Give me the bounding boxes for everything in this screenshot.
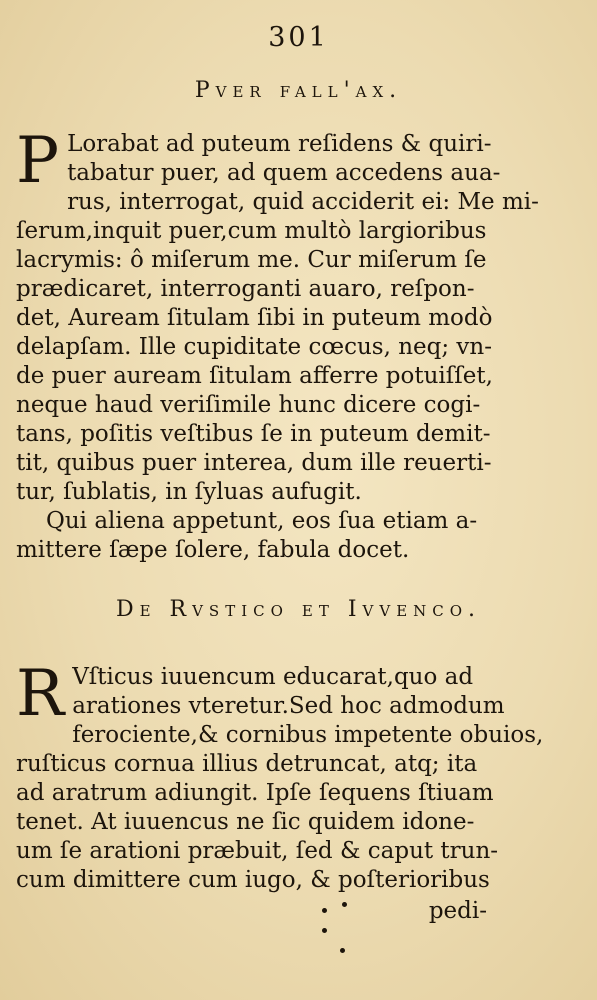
catchword: pedi- xyxy=(428,898,487,924)
moral-line: Qui aliena appetunt, eos ſua etiam a- xyxy=(46,508,478,534)
text-line: delapſam. Ille cupiditate cœcus, neq; vn- xyxy=(16,334,493,360)
text-line: Lorabat ad puteum reſidens & quiri- xyxy=(67,131,492,157)
text-line: rus, interrogat, quid acciderit ei: Me mi- xyxy=(67,189,539,215)
fable-text-puer-fallax xyxy=(16,124,539,565)
text-line: ferociente,& cornibus impetente obuios, xyxy=(72,722,544,748)
drop-cap-r: R xyxy=(16,657,65,731)
text-line: tur, ſublatis, in ſyluas aufugit. xyxy=(16,479,362,505)
fable-title-puer-fallax: Pver fall'ax. xyxy=(194,78,403,103)
moral-line: mittere ſæpe ſolere, fabula docet. xyxy=(16,537,410,563)
text-line: tenet. At iuuencus ne ſic quidem idone- xyxy=(16,809,475,835)
text-line: tit, quibus puer interea, dum ille reuerti- xyxy=(16,450,492,476)
text-line: um ſe arationi præbuit, ſed & caput trun- xyxy=(16,838,499,864)
text-line: Vſticus iuuencum educarat,quo ad xyxy=(72,664,474,690)
text-line: ruſticus cornua illius detruncat, atq; ita xyxy=(16,751,478,777)
text-line: de puer auream ſitulam afferre potuiſſet, xyxy=(16,363,493,389)
text-line: tans, poſitis veſtibus ſe in puteum demit- xyxy=(16,421,491,447)
fable-text-de-rustico xyxy=(16,657,544,895)
text-line: cum dimittere cum iugo, & poſterioribus xyxy=(16,867,490,893)
drop-cap-p: P xyxy=(16,124,60,198)
text-line: tabatur puer, ad quem accedens aua- xyxy=(67,160,501,186)
text-line: det, Auream ſitulam ſibi in puteum modò xyxy=(16,305,493,331)
signature-mark xyxy=(322,900,352,960)
text-line: neque haud veriſimile hunc dicere cogi- xyxy=(16,392,481,418)
text-line: prædicaret, interroganti auaro, reſpon- xyxy=(16,276,475,302)
text-line: ſerum,inquit puer,cum multò largioribus xyxy=(16,218,487,244)
text-line: arationes vteretur.Sed hoc admodum xyxy=(72,693,505,719)
fable-title-de-rustico: De Rvstico et Ivvenco. xyxy=(115,597,482,622)
text-line: lacrymis: ô miſerum me. Cur miſerum ſe xyxy=(16,247,487,273)
page-number: 301 xyxy=(268,22,329,53)
text-line: ad aratrum adiungit. Ipſe ſequens ſtiuam xyxy=(16,780,494,806)
